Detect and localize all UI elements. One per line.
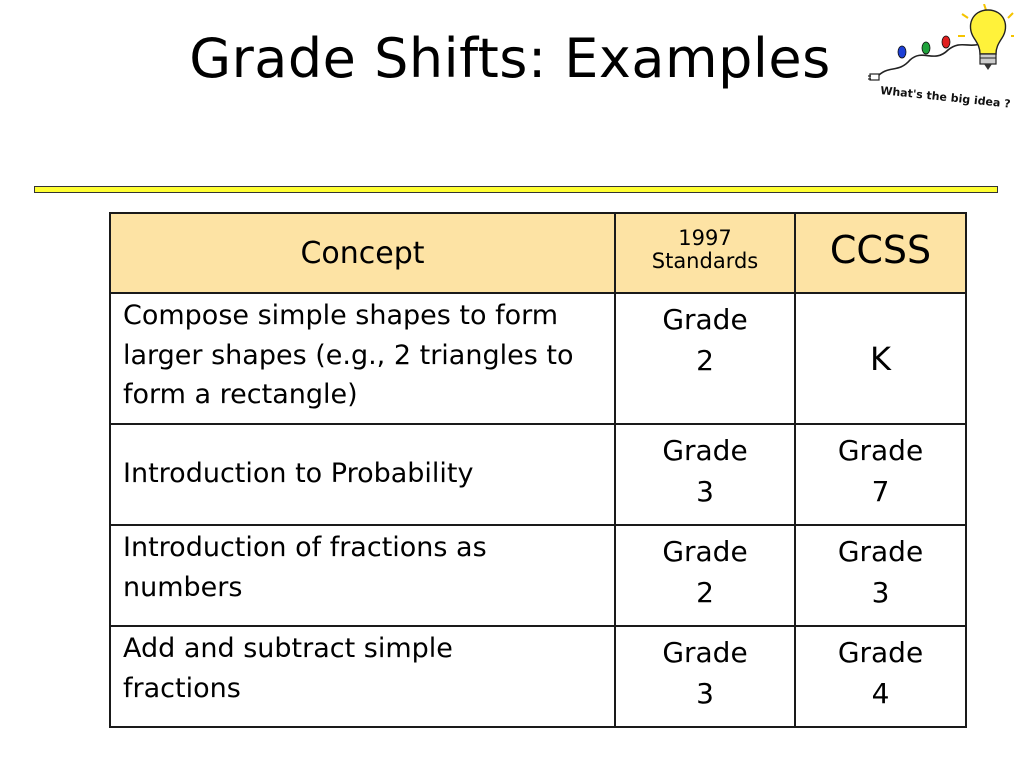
grade-number: K — [870, 339, 891, 378]
grade-word: Grade — [662, 303, 748, 336]
ccss-cell — [795, 424, 966, 525]
grade-word: Grade — [662, 535, 748, 568]
standards-1997-cell — [615, 525, 795, 626]
header-1997-label: Standards — [651, 248, 759, 273]
grade-number: 3 — [871, 575, 890, 609]
big-idea-logo — [868, 4, 1014, 114]
table-row — [110, 626, 966, 727]
table-row — [110, 424, 966, 525]
ccss-cell — [795, 626, 966, 727]
grade-number: 3 — [696, 676, 714, 710]
concept-line: Add and subtract simple — [123, 633, 453, 664]
grade-number: 4 — [871, 676, 890, 710]
concept-cell — [110, 525, 615, 626]
grade-word: Grade — [837, 636, 924, 669]
grade-number: 7 — [871, 474, 890, 508]
concept-line: fractions — [123, 672, 241, 704]
concept-cell — [110, 424, 615, 525]
grade-number: 2 — [696, 343, 714, 377]
table-header-row — [110, 213, 966, 293]
header-1997-standards — [615, 213, 795, 293]
lightbulb-icon — [868, 4, 1014, 114]
concept-line: Introduction to Probability — [123, 457, 474, 489]
table-row — [110, 525, 966, 626]
ccss-cell — [795, 525, 966, 626]
grade-word: Grade — [662, 636, 748, 669]
standards-1997-cell — [615, 626, 795, 727]
slide-title: Grade Shifts: Examples — [189, 27, 831, 90]
header-ccss: CCSS — [795, 213, 966, 293]
title-divider — [34, 186, 998, 193]
grade-number: 2 — [696, 575, 714, 609]
grade-shifts-table — [109, 212, 967, 728]
concept-line: Introduction of fractions as — [123, 532, 487, 563]
header-concept: Concept — [110, 213, 615, 293]
concept-line: form a rectangle) — [123, 379, 358, 411]
table-row — [110, 293, 966, 424]
concept-line: numbers — [123, 571, 243, 603]
concept-line: Compose simple shapes to form — [123, 300, 559, 331]
grade-number: 3 — [696, 474, 714, 508]
standards-1997-cell — [615, 424, 795, 525]
concept-cell — [110, 626, 615, 727]
standards-1997-cell — [615, 293, 795, 424]
logo-text: What's the big idea ? — [879, 84, 1012, 111]
header-1997-year: 1997 — [678, 226, 732, 251]
concept-cell — [110, 293, 615, 424]
ccss-cell — [795, 293, 966, 424]
concept-line: larger shapes (e.g., 2 triangles to — [123, 339, 574, 371]
grade-word: Grade — [837, 535, 924, 568]
grade-word: Grade — [837, 434, 924, 467]
grade-word: Grade — [662, 434, 748, 467]
